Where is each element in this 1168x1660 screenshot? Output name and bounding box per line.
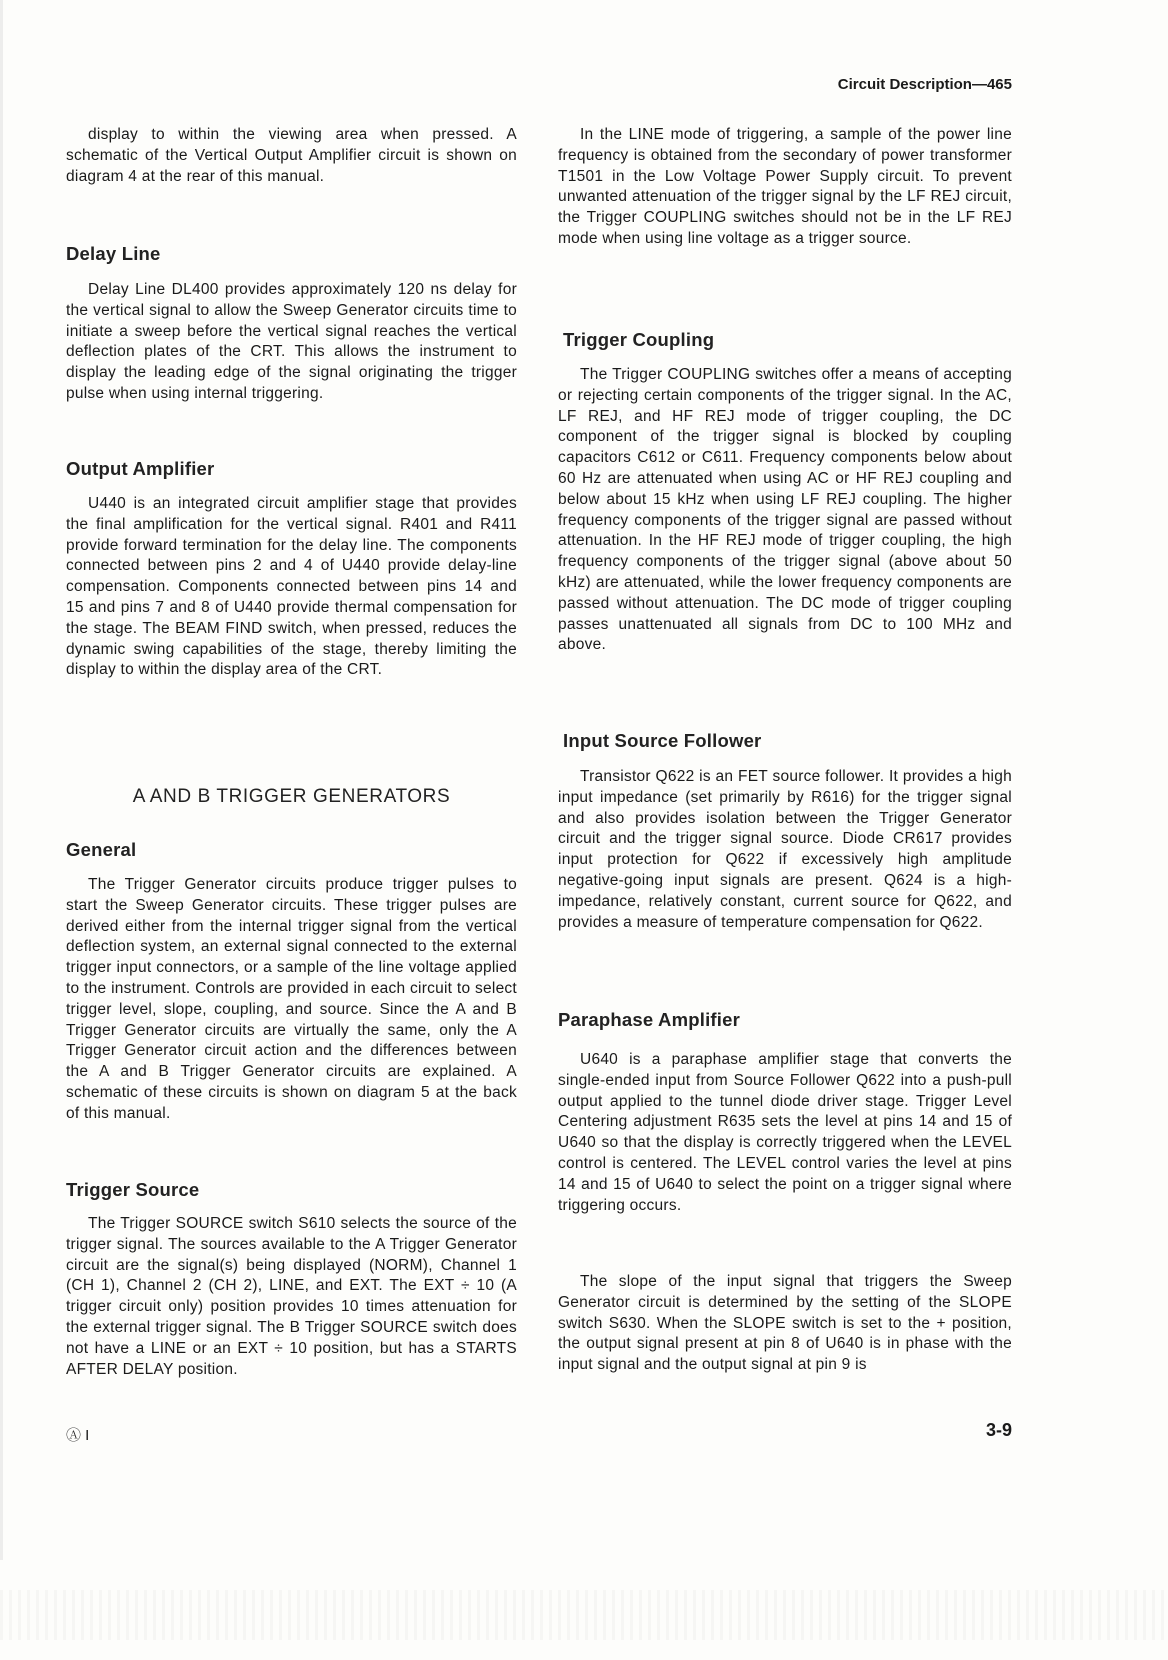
heading-trigger-coupling: Trigger Coupling: [563, 329, 715, 350]
paragraph-general: The Trigger Generator circuits produce trigger pulses to start the Sweep Generator circuits. These trigger pulses are derived either from the internal trigger signal from the vertical deflection system, an external signal connected to the external trigger input connectors, or a sample of the line voltage applied to the instrument. Controls are provided in each circuit to select trigger level, slope, coupling, and source. Since the A and B Trigger Generator circuits are virtually the same, only the A Trigger Generator circuit action and the differences between the A and B Trigger Generator circuits are explained. A schematic of these circuits is shown on diagram 5 at the back of this manual.: [66, 876, 517, 1122]
paragraph-trigger-source: The Trigger SOURCE switch S610 selects the source of the trigger signal. The sources available to the A Trigger Generator circuit are the signal(s) being displayed (NORM), Channel 1 (CH 1), Channel 2 (CH 2), LINE, and EXT. The EXT ÷ 10 (A trigger circuit only) position provides 10 times attenuation for the external trigger signal. The B Trigger SOURCE switch does not have a LINE or an EXT ÷ 10 position, but has a STARTS AFTER DELAY position.: [66, 1215, 517, 1378]
scan-noise: [0, 1590, 1168, 1640]
heading-input-source-follower: Input Source Follower: [563, 730, 762, 751]
heading-trigger-source: Trigger Source: [66, 1179, 200, 1200]
heading-delay-line: Delay Line: [66, 243, 161, 264]
paragraph-paraphase-amplifier: U640 is a paraphase amplifier stage that converts the single-ended input from Source Follower Q622 into a push-pull output applied to the tunnel diode driver stage. Trigger Level Centering adjustment R635 sets the level at pins 14 and 15 of U640 so that the display is correctly triggered when the LEVEL control is centered. The LEVEL control varies the level at pins 14 and 15 of U640 to select the point on a trigger signal where triggering occurs.: [558, 1051, 1012, 1214]
paragraph-delay-line: Delay Line DL400 provides approximately 120 ns delay for the vertical signal to allow the Sweep Generator circuits time to initiate a sweep before the vertical signal reaches the vertical deflection plates of the CRT. This allows the instrument to display the leading edge of the signal originating the trigger pulse when using internal triggering.: [66, 281, 517, 402]
scan-edge: [0, 0, 3, 1560]
paragraph-intro: display to within the viewing area when pressed. A schematic of the Vertical Output Amplifier circuit is shown on diagram 4 at the rear of this manual.: [66, 126, 517, 185]
heading-general: General: [66, 839, 137, 860]
section-title: A AND B TRIGGER GENERATORS: [132, 786, 451, 807]
page-number: 3-9: [985, 1420, 1012, 1440]
paragraph-input-source-follower: Transistor Q622 is an FET source follower. It provides a high input impedance (set primarily by R616) for the trigger signal and also provides isolation between the Trigger Generator circuit and the trigger signal source. Diode CR617 provides input protection for Q622 if excessively high amplitude negative-going input signals are present. Q624 is a high-impedance, relatively constant, current source for Q622, and provides a measure of temperature compensation for Q622.: [558, 768, 1012, 931]
publisher-logo: Ⓐ I: [66, 1427, 90, 1444]
paragraph-slope: The slope of the input signal that triggers the Sweep Generator circuit is determined by the setting of the SLOPE switch S630. When the SLOPE switch is set to the + position, the output signal present at pin 8 of U640 is in phase with the input signal and the output signal at pin 9 is: [558, 1273, 1012, 1374]
running-header: Circuit Description—465: [837, 76, 1012, 93]
paragraph-trigger-coupling: The Trigger COUPLING switches offer a means of accepting or rejecting certain components of the trigger signal. In the AC, LF REJ, and HF REJ mode of trigger coupling, the DC component of the trigger signal is blocked by coupling capacitors C612 or C611. Frequency components below about 60 Hz are attenuated when using AC or HF REJ coupling and below about 15 kHz when using LF REJ coupling. The higher frequency components of the trigger signal are passed without attenuation. In the HF REJ mode of trigger coupling, the high frequency components of the trigger signal (above about 50 kHz) are attenuated, while the lower frequency components are passed without attenuation. The DC mode of trigger coupling passes unattenuated all signals from DC to 100 MHz and above.: [558, 366, 1012, 654]
heading-output-amplifier: Output Amplifier: [66, 458, 215, 479]
paragraph-line-mode: In the LINE mode of triggering, a sample of the power line frequency is obtained from the secondary of power transformer T1501 in the Low Voltage Power Supply circuit. To prevent unwanted attenuation of the trigger signal by the LF REJ circuit, the Trigger COUPLING switches should not be in the LF REJ mode when using line voltage as a trigger source.: [558, 126, 1012, 247]
heading-paraphase-amplifier: Paraphase Amplifier: [558, 1009, 741, 1030]
paragraph-output-amplifier: U440 is an integrated circuit amplifier stage that provides the final amplification for the vertical signal. R401 and R411 provide forward termination for the delay line. The components connected between pins 2 and 4 of U440 provide delay-line compensation. Components connected between pins 14 and 15 and pins 7 and 8 of U440 provide thermal compensation for the stage. The BEAM FIND switch, when pressed, reduces the dynamic swing capabilities of the stage, thereby limiting the display to within the display area of the CRT.: [66, 495, 517, 679]
